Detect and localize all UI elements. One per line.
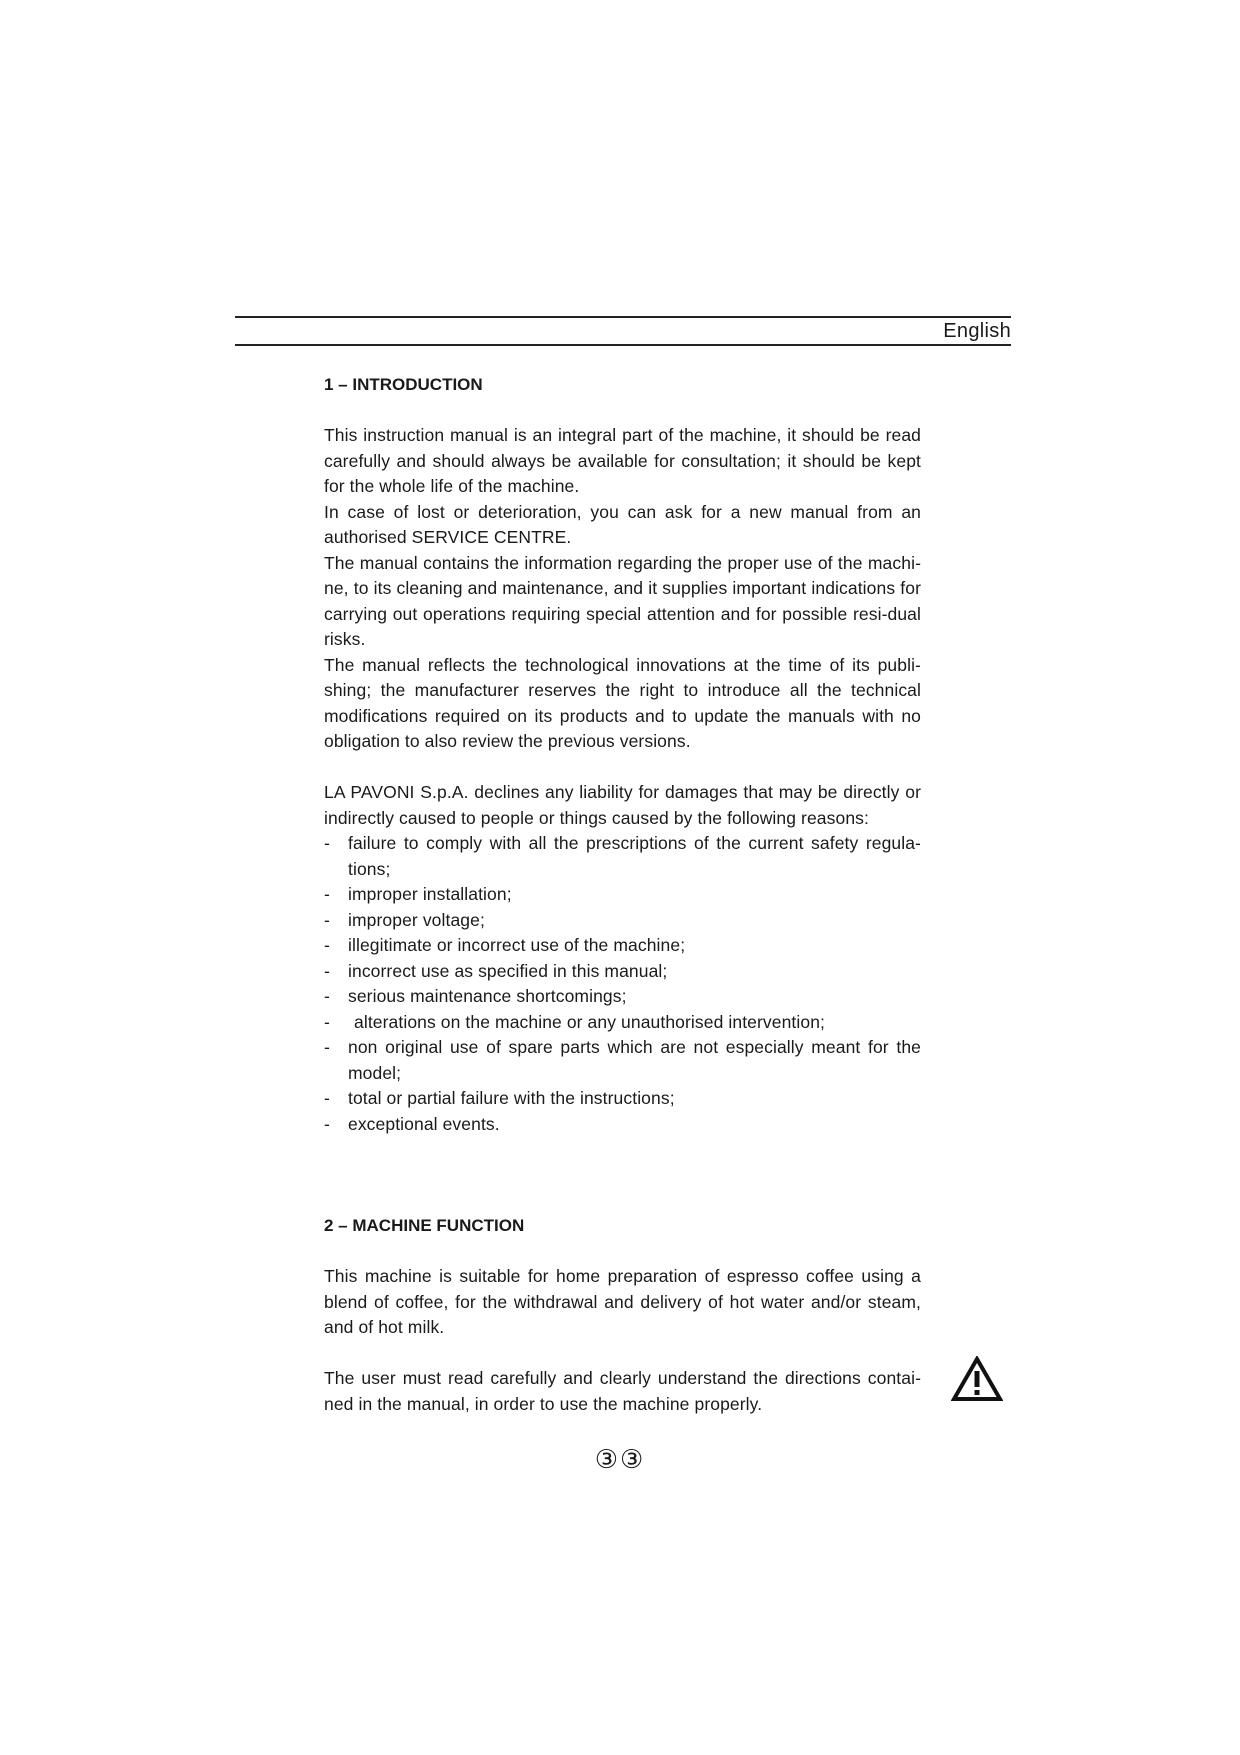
list-item-text: improper voltage; [348, 909, 485, 930]
list-dash: - [324, 1011, 330, 1032]
header-rule-bottom [235, 344, 1011, 346]
page-number: ③③ [594, 1444, 646, 1474]
list-item [324, 908, 921, 934]
intro-paragraph-4: The manual reflects the technological innovations at the time of its publi-shing; the manufacturer reserves the right to introduce all the technical modifications required on its products and to update the manuals with no obligation to also review the previous versions. [324, 654, 921, 751]
list-item [324, 933, 921, 959]
list-item-text: total or partial failure with the instructions; [348, 1088, 675, 1108]
list-item-text: exceptional events. [348, 1113, 500, 1134]
list-item-text: alterations on the machine or any unauthorised intervention; [354, 1011, 826, 1032]
list-item-text: illegitimate or incorrect use of the machine; [348, 935, 686, 955]
list-dash: - [324, 1088, 330, 1108]
list-dash: - [324, 935, 330, 955]
list-item [324, 959, 921, 985]
page-content [324, 372, 921, 1417]
list-item [324, 1086, 921, 1112]
list-item [324, 1035, 921, 1086]
list-item-text: failure to comply with all the prescriptions of the current safety regula-tions; [348, 833, 921, 879]
language-label: English [943, 320, 1011, 342]
list-dash: - [324, 909, 330, 930]
liability-list [324, 831, 921, 1137]
list-item-text: incorrect use as specified in this manual; [348, 960, 668, 981]
list-dash: - [324, 833, 330, 853]
list-dash: - [324, 1113, 330, 1134]
list-dash: - [324, 960, 330, 981]
list-item [324, 1010, 921, 1036]
list-item [324, 831, 921, 882]
list-item [324, 984, 921, 1010]
list-dash: - [324, 1037, 330, 1057]
list-item [324, 1112, 921, 1138]
function-paragraph-1: This machine is suitable for home preparation of espresso coffee using a blend of coffee, for the withdrawal and delivery of hot water and/or steam, and of hot milk. [324, 1266, 921, 1337]
list-dash: - [324, 884, 330, 904]
list-dash: - [324, 986, 330, 1006]
intro-paragraph-1: This instruction manual is an integral part of the machine, it should be read carefully and should always be available for consultation; it should be kept for the whole life of the machine. [324, 425, 921, 496]
section-2-heading: 2 – MACHINE FUNCTION [324, 1216, 525, 1235]
function-paragraph-2: The user must read carefully and clearly understand the directions contai-ned in the manual, in order to use the machine properly. [324, 1368, 921, 1414]
intro-paragraph-2: In case of lost or deterioration, you can ask for a new manual from an authorised SERVICE CENTRE. [324, 501, 921, 547]
list-item-text: serious maintenance shortcomings; [348, 986, 627, 1006]
liability-intro: LA PAVONI S.p.A. declines any liability for damages that may be directly or indirectly caused to people or things caused by the following reasons: [324, 782, 921, 828]
list-item [324, 882, 921, 908]
warning-triangle-icon [951, 1356, 1003, 1402]
section-1-heading: 1 – INTRODUCTION [324, 375, 483, 394]
intro-paragraph-3: The manual contains the information regarding the proper use of the machi-ne, to its cleaning and maintenance, and it supplies important indications for carrying out operations requiring special attention and for possible resi-dual risks. [324, 552, 921, 649]
header-rule-top [235, 316, 1011, 318]
list-item-text: non original use of spare parts which are not especially meant for the model; [348, 1037, 921, 1083]
list-item-text: improper installation; [348, 884, 512, 904]
